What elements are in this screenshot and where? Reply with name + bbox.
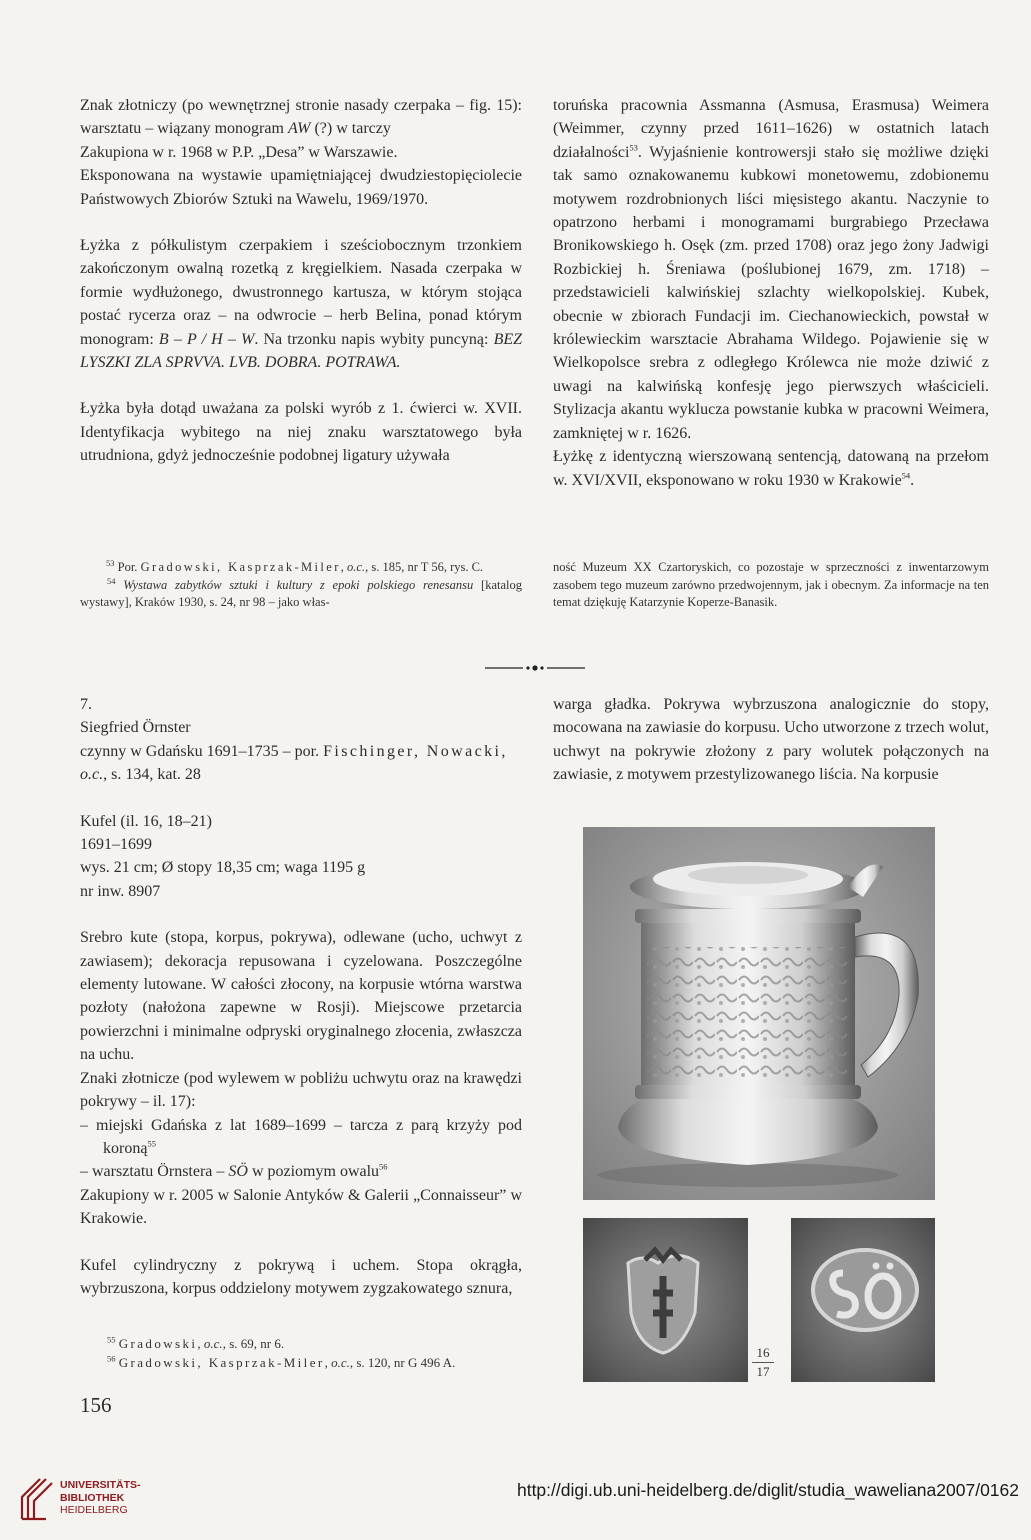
entry-acquisition: Zakupiony w r. 2005 w Salonie Antyków & Galerii „Connaisseur” w Krakowie. [80, 1186, 522, 1228]
footnote-ref-54[interactable]: 54 [901, 470, 911, 481]
entry-mark-gdansk: – miejski Gdańska z lat 1689–1699 – tarcza z parą krzyży pod koroną$^{55}$ [80, 1116, 522, 1157]
footnotes-lower [80, 1335, 522, 1372]
footnotes-upper-right [553, 559, 989, 612]
figure-number-17: 17 [756, 1364, 770, 1379]
entry-material-description: Srebro kute (stopa, korpus, pokrywa), odlewane (ucho, uchwyt z zawiasem); dekoracja repusowana i cyzelowana. Poszczególne elementy lutowane. W całości złocony, na korpusie wtórna warstwa pozłoty (nałożona zapewne w Rosji). Miejscowe przetarcia powierzchni i minimalne odpryski oryginalnego złocenia, zwłaszcza na uchu. [80, 929, 522, 1064]
footnote-55: $^{55}$ Gradowski, o.c., s. 69, nr 6. [107, 1334, 285, 1351]
paragraph-spoon-attribution: Łyżka była dotąd uważana za polski wyrób z 1. ćwierci w. XVII. Identyfikacja wybitego na niej znaku warsztatowego była utrudniona, gdyż jednocześnie podobnej ligatury używała [80, 400, 522, 465]
entry-dimensions: wys. 21 cm; Ø stopy 18,35 cm; waga 1195 g [80, 859, 366, 877]
entry-maker-activity: czynny w Gdańsku 1691–1735 – por. Fischinger, Nowacki, o.c., s. 134, kat. 28 [80, 742, 506, 784]
tankard-photo [583, 827, 935, 1200]
entry-maker: Siegfried Örnster [80, 719, 191, 737]
maker-mark-photo [791, 1218, 935, 1382]
paragraph-marks-spoon: Znak złotniczy (po wewnętrznej stronie nasady czerpaka – fig. 15): warsztatu – wiązany monogram AW (?) w tarczy [80, 97, 522, 138]
footnote-ref-56[interactable]: 56 [379, 1161, 388, 1172]
entry-object: Kufel (il. 16, 18–21) [80, 812, 212, 830]
footnote-ref-53[interactable]: 53 [629, 142, 638, 153]
library-logo-icon [16, 1475, 56, 1523]
lower-left-column [80, 693, 522, 1300]
entry-inventory-number: nr inw. 8907 [80, 882, 161, 900]
divider-ornament [485, 664, 585, 672]
paragraph-identical-spoon: Łyżkę z identyczną wierszowaną sentencją, datowaną na przełom w. XVI/XVII, eksponowano w roku 1930 w Krakowie$^{54}$. [553, 448, 989, 489]
hallmark-shield-illustration [583, 1218, 748, 1382]
upper-left-column [80, 94, 522, 468]
maker-mark-illustration [791, 1218, 935, 1382]
entry-date: 1691–1699 [80, 836, 152, 854]
entry-mark-maker: – warsztatu Örnstera – SÖ w poziomym owalu$^{56}$ [80, 1161, 388, 1181]
source-url-link[interactable]: http://digi.ub.uni-heidelberg.de/diglit/studia_waweliana2007/0162 [516, 1480, 1019, 1500]
entry-number: 7. [80, 696, 92, 713]
tankard-illustration [583, 827, 935, 1200]
footnote-54-continued: ność Muzeum XX Czartoryskich, co pozostaje w sprzeczności z inwentarzowym zasobem tego muzeum zarówno przedwojennym, jak i obecnym. Za informacje na ten temat dziękuję Katarzynie Koperze-Banasik. [553, 560, 989, 609]
page-number: 156 [80, 1393, 112, 1417]
paragraph-spoon-description: Łyżka z półkulistym czerpakiem i sześciobocznym trzonkiem zakończonym owalną rozetką z kręgielkiem. Nasada czerpaka w formie wydłużonego, dwustronnego kartusza, w którym stojąca postać rycerza oraz – na odwrocie – herb Belina, ponad którym monogram: B – P / H – W. Na trzonku napis wybity puncyną: BEZ LYSZKI ZLA SPRVVA. LVB. DOBRA. POTRAWA. [80, 237, 523, 372]
upper-right-column [553, 94, 989, 492]
entry-form-description: Kufel cylindryczny z pokrywą i uchem. Stopa okrągła, wybrzuszona, korpus oddzielony motywem zygzakowatego sznura, [80, 1256, 522, 1297]
paragraph-acquisition: Zakupiona w r. 1968 w P.P. „Desa” w Warszawie. [80, 143, 398, 161]
footnote-56: $^{56}$ Gradowski, Kasprzak-Miler, o.c., s. 120, nr G 496 A. [107, 1353, 456, 1370]
entry-marks-intro: Znaki złotnicze (pod wylewem w pobliżu uchwytu oraz na krawędzi pokrywy – il. 17): [80, 1069, 522, 1111]
footnotes-upper-left [80, 559, 522, 612]
entry-form-description-continued: warga gładka. Pokrywa wybrzuszona analogicznie do stopy, mocowana na zawiasie do korpusu. Ucho utworzone z trzech wolut, uchwyt na pokrywie złożony z pary wolutek połączonych na zawiasie, z motywem przestylizowanego liścia. Na korpusie [553, 696, 989, 784]
library-name: UNIVERSITÄTS- BIBLIOTHEK HEIDELBERG [60, 1479, 141, 1516]
paragraph-exhibition: Eksponowana na wystawie upamiętniającej dwudziestopięciolecie Państwowych Zbiorów Sztuki na Wawelu, 1969/1970. [80, 167, 522, 208]
footnote-54: $^{54}$ Wystawa zabytków sztuki i kultury z epoki polskiego renesansu [katalog wystawy], Kraków 1930, s. 24, nr 98 – jako włas- [80, 575, 522, 609]
paragraph-weimer-workshop: toruńska pracownia Assmanna (Asmusa, Erasmusa) Weimera (Weimmer, czynny przed 1611–1626) w ostatnich latach działalności$^{53}$. Wyjaśnienie kontrowersji stało się możliwe dzięki tak samo oznakowanemu kubkowi monetowemu, zdobionemu motywem rozdrobnionych liści mięsistego akantu. Naczynie to opatrzono herbami i monogramami burgrabiego Przecława Bronikowskiego h. Osęk (zm. przed 1708) oraz jego żony Jadwigi Rozbickiej h. Śreniawa (poślubionej 1679, zm. 1718) – przedstawicieli kalwińskiej szlachty wielkopolskiej. Kubek, obecnie w zbiorach Fundacji im. Ciechanowieckich, powstał w królewieckim warsztacie Abrahama Wildego. Pojawienie się w Wielkopolsce srebra z odległego Królewca nie może dziwić z uwagi na kalwińską konfesję jego pierwszych właścicieli. Stylizacja akantu wyklucza powstanie kubka w pracowni Weimera, zamkniętej w r. 1626. [553, 97, 989, 442]
footnote-ref-55[interactable]: 55 [147, 1138, 156, 1149]
footnote-53: $^{53}$ Por. Gradowski, Kasprzak-Miler, o.c., s. 185, nr T 56, rys. C. [106, 557, 484, 574]
figure-numbers [748, 1345, 778, 1380]
gdansk-hallmark-photo [583, 1218, 748, 1382]
lower-right-column [553, 693, 989, 787]
figure-number-16: 16 [756, 1345, 770, 1360]
